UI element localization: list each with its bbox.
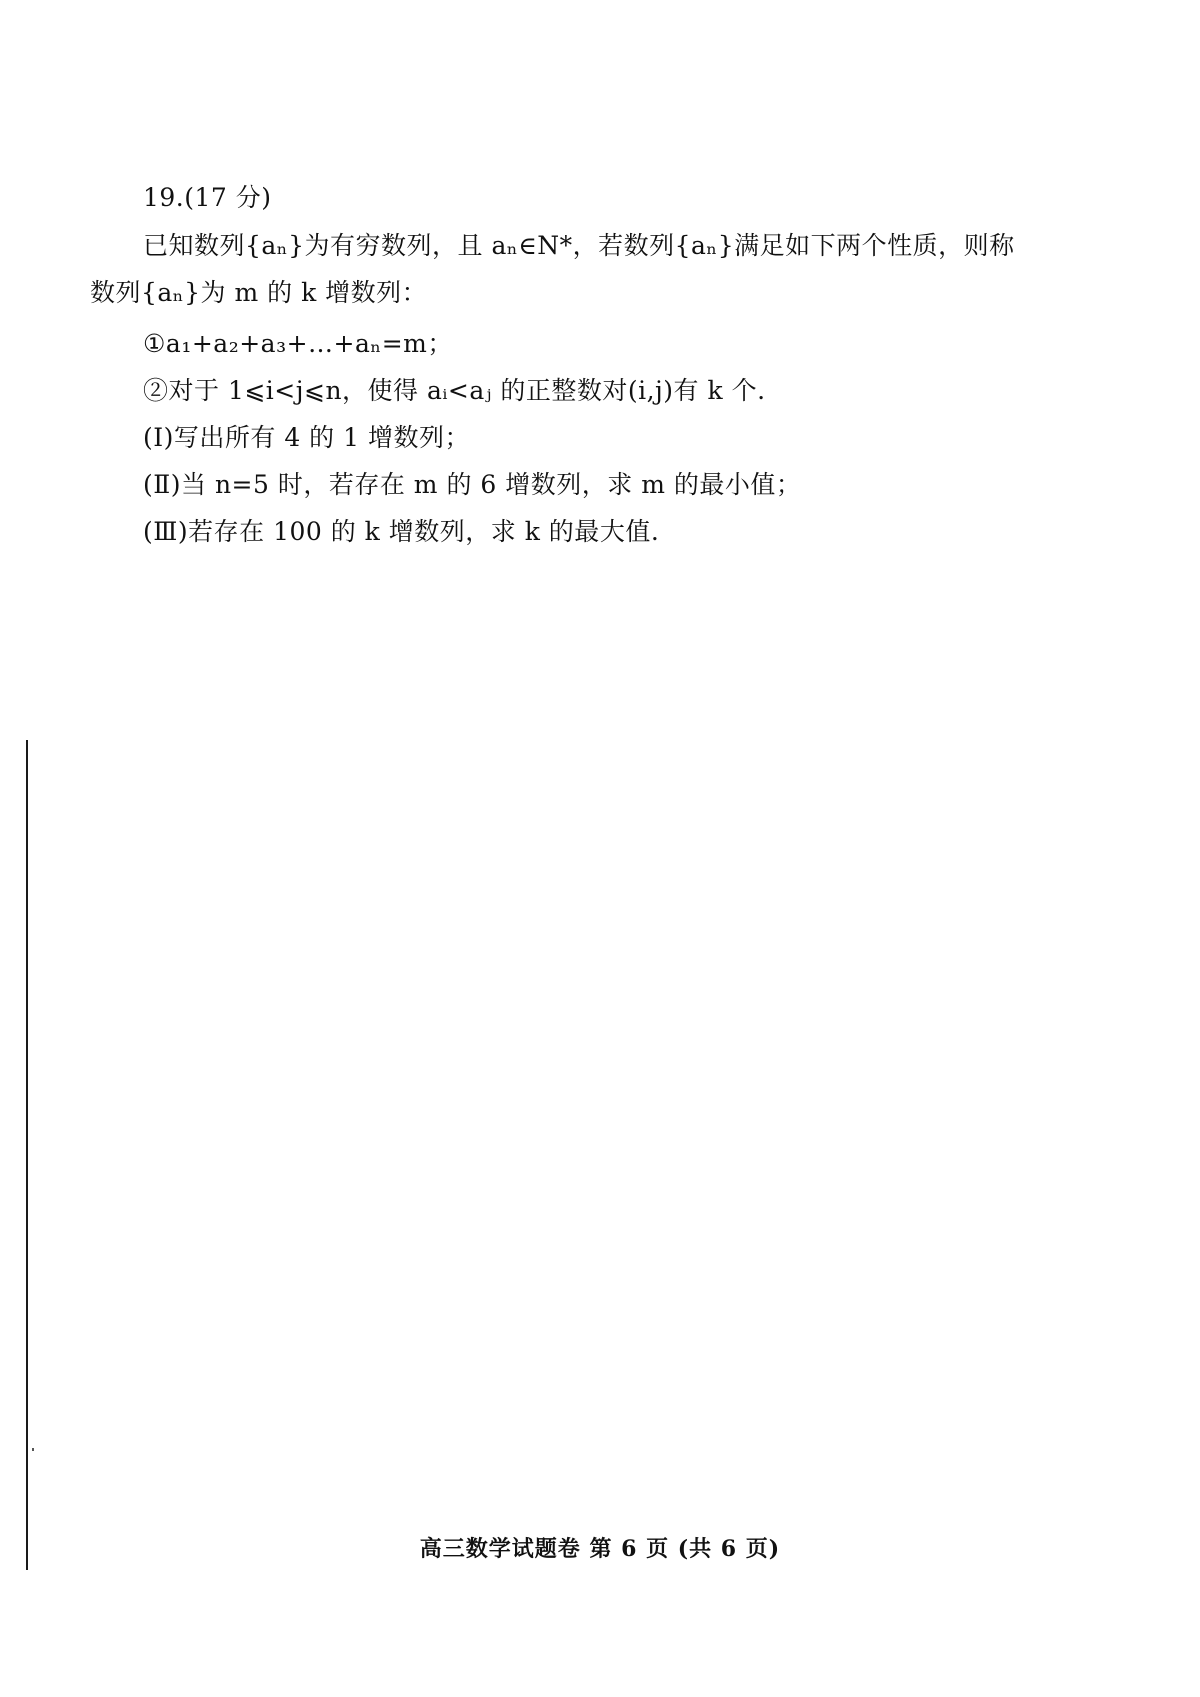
part-2: (Ⅱ)当 n=5 时，若存在 m 的 6 增数列，求 m 的最小值； — [143, 470, 802, 499]
binding-margin-line — [26, 740, 28, 1570]
part-1: (Ⅰ)写出所有 4 的 1 增数列； — [143, 423, 470, 452]
problem-title: 19.(17 分) — [143, 183, 272, 212]
part-3: (Ⅲ)若存在 100 的 k 增数列，求 k 的最大值. — [143, 517, 660, 546]
problem-intro-line2: 数列{aₙ}为 m 的 k 增数列： — [90, 278, 428, 307]
page-footer: 高三数学试题卷 第 6 页 (共 6 页) — [419, 1536, 781, 1562]
problem-intro-line1: 已知数列{aₙ}为有穷数列，且 aₙ∈N*，若数列{aₙ}满足如下两个性质，则称 — [143, 231, 1015, 260]
scan-speck — [32, 1448, 34, 1451]
condition-1: ①a₁+a₂+a₃+…+aₙ=m； — [143, 329, 453, 358]
condition-2: ②对于 1⩽i<j⩽n，使得 aᵢ<aⱼ 的正整数对(i,j)有 k 个. — [143, 376, 766, 405]
